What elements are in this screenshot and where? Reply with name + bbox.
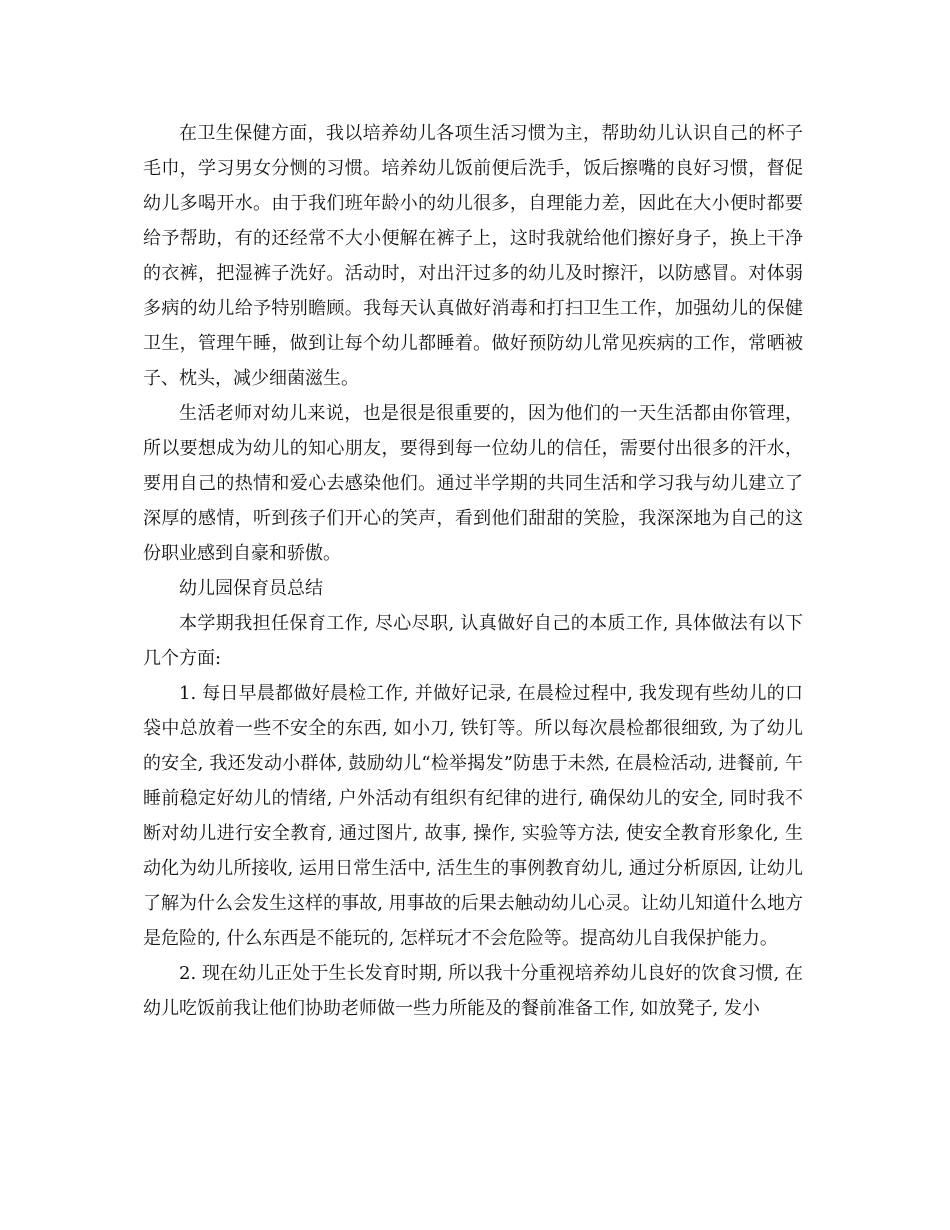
paragraph-introduction: 本学期我担任保育工作, 尽心尽职, 认真做好自己的本质工作, 具体做法有以下几个方面: (143, 613, 803, 669)
paragraph-item-2-diet: 2. 现在幼儿正处于生长发育时期, 所以我十分重视培养幼儿良好的饮食习惯, 在幼儿吃饭前我让他们协助老师做一些力所能及的餐前准备工作, 如放凳子, 发小 (143, 963, 803, 1019)
paragraph-hygiene-care: 在卫生保健方面，我以培养幼儿各项生活习惯为主，帮助幼儿认识自己的杯子毛巾，学习男女分恻的习惯。培养幼儿饭前便后洗手，饭后擦嘴的良好习惯，督促幼儿多喝开水。由于我们班年龄小的幼儿很多，自理能力差，因此在大小便时都要给予帮助，有的还经常不大小便解在裤子上，这时我就给他们擦好身子，换上干净的衣裤，把湿裤子洗好。活动时，对出汗过多的幼儿及时擦汗，以防感冒。对体弱多病的幼儿给予特别瞻顾。我每天认真做好消毒和打扫卫生工作，加强幼儿的保健卫生，管理午睡，做到让每个幼儿都睡着。做好预防幼儿常见疾病的工作，常晒被子、枕头，减少细菌滋生。 (143, 123, 803, 389)
paragraph-life-teacher: 生活老师对幼儿来说，也是很是很重要的，因为他们的一天生活都由你管理，所以要想成为幼儿的知心朋友，要得到每一位幼儿的信任，需要付出很多的汗水，要用自己的热情和爱心去感染他们。通过半学期的共同生活和学习我与幼儿建立了深厚的感情，听到孩子们开心的笑声，看到他们甜甜的笑脸，我深深地为自己的这份职业感到自豪和骄傲。 (143, 403, 803, 564)
section-heading: 幼儿园保育员总结 (179, 578, 323, 599)
document-body (143, 116, 803, 1026)
paragraph-item-1-safety: 1. 每日早晨都做好晨检工作, 并做好记录, 在晨检过程中, 我发现有些幼儿的口袋中总放着一些不安全的东西, 如小刀, 铁钉等。所以每次晨检都很细致, 为了幼儿的安全, 我还发动小群体, 鼓励幼儿“检举揭发”防患于未然, 在晨检活动, 进餐前, 午睡前稳定好幼儿的情绪, 户外活动有组织有纪律的进行, 确保幼儿的安全, 同时我不断对幼儿进行安全教育, 通过图片, 故事, 操作, 实验等方法, 使安全教育形象化, 生动化为幼儿所接收, 运用日常生活中, 活生生的事例教育幼儿, 通过分析原因, 让幼儿了解为什么会发生这样的事故, 用事故的后果去触动幼儿心灵。让幼儿知道什么地方是危险的, 什么东西是不能玩的, 怎样玩才不会危险等。提高幼儿自我保护能力。 (143, 683, 803, 949)
